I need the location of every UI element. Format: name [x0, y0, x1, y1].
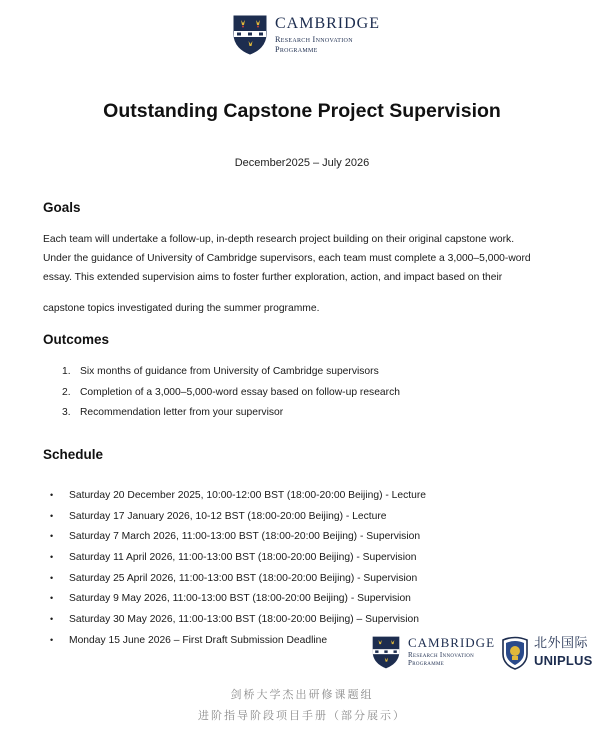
- outcome-item: [62, 383, 400, 404]
- goals-paragraph: [43, 230, 563, 318]
- caption-line2: 进阶指导阶段项目手册（部分展示）: [198, 709, 406, 722]
- cambridge-logo: [232, 14, 380, 56]
- logo-university-name: CAMBRIDGE: [408, 635, 496, 650]
- outcome-item: [62, 403, 400, 424]
- schedule-item: [50, 588, 426, 609]
- schedule-text: Saturday 20 December 2025, 10:00-12:00 BST (18:00-20:00 Beijing) - Lecture: [69, 490, 426, 501]
- schedule-text: Saturday 30 May 2026, 11:00-13:00 BST (18:00-20:00 Beijing) – Supervision: [69, 614, 419, 626]
- partner-name-en: UNIPLUS: [534, 653, 593, 668]
- outcome-number: 3.: [62, 407, 71, 418]
- schedule-item: [50, 630, 426, 651]
- outcome-number: 1.: [62, 366, 71, 377]
- outcomes-heading: Outcomes: [43, 332, 110, 347]
- schedule-item: [50, 485, 426, 506]
- schedule-text: Saturday 7 March 2026, 11:00-13:00 BST (18:00-20:00 Beijing) - Supervision: [69, 531, 421, 543]
- goals-line: Under the guidance of University of Cambridge supervisors, each team must complete a 3,000–5,000-word: [43, 253, 531, 264]
- schedule-list: [50, 485, 426, 651]
- outcome-text: Six months of guidance from University of Cambridge supervisors: [80, 366, 379, 377]
- bullet-icon: •: [50, 593, 54, 604]
- outcomes-list: [62, 362, 400, 424]
- schedule-text: Saturday 9 May 2026, 11:00-13:00 BST (18:00-20:00 Beijing) - Supervision: [69, 593, 411, 605]
- schedule-heading: Schedule: [43, 447, 104, 462]
- schedule-text: Saturday 11 April 2026, 11:00-13:00 BST (18:00-20:00 Beijing) - Supervision: [69, 552, 417, 564]
- logo-programme-line2: Programme: [408, 659, 445, 668]
- bullet-icon: •: [50, 552, 54, 563]
- schedule-text: Saturday 25 April 2026, 11:00-13:00 BST (18:00-20:00 Beijing) - Supervision: [69, 572, 418, 584]
- logo-programme-line1: Research Innovation: [275, 35, 353, 44]
- outcome-number: 2.: [62, 386, 71, 398]
- cambridge-shield-icon: [371, 635, 401, 670]
- caption-line1: 剑桥大学杰出研修课题组: [230, 688, 374, 701]
- schedule-text: Monday 15 June 2026 – First Draft Submission Deadline: [69, 634, 328, 646]
- outcome-text: Recommendation letter from your supervisor: [80, 407, 284, 418]
- bullet-icon: •: [50, 490, 54, 500]
- goals-line: capstone topics investigated during the summer programme.: [43, 303, 320, 314]
- goals-line: Each team will undertake a follow-up, in-depth research project building on their original capstone work.: [43, 234, 515, 245]
- outcome-text: Completion of a 3,000–5,000-word essay based on follow-up research: [80, 386, 400, 398]
- cambridge-logo-footer: [371, 635, 495, 670]
- logo-university-name: CAMBRIDGE: [275, 15, 381, 32]
- cambridge-shield-icon: [232, 14, 268, 56]
- page-title: Outstanding Capstone Project Supervision: [103, 100, 501, 122]
- schedule-item: [50, 609, 426, 630]
- uniplus-badge-icon: [501, 636, 529, 670]
- logo-programme-line1: Research Innovation: [408, 651, 475, 659]
- bullet-icon: •: [50, 572, 54, 583]
- programme-dates: December2025 – July 2026: [234, 157, 370, 169]
- schedule-item: [50, 526, 426, 547]
- uniplus-logo: [501, 636, 592, 670]
- logo-programme-line2: Programme: [275, 44, 318, 54]
- goals-line: essay. This extended supervision aims to foster further exploration, action, and impact based on their: [43, 272, 503, 283]
- partner-name-cn: 北外国际: [534, 636, 589, 651]
- bullet-icon: •: [50, 510, 54, 521]
- schedule-item: [50, 506, 426, 527]
- bullet-icon: •: [50, 531, 54, 542]
- goals-heading: Goals: [43, 200, 81, 215]
- schedule-item: [50, 568, 426, 589]
- schedule-text: Saturday 17 January 2026, 10-12 BST (18:00-20:00 Beijing) - Lecture: [69, 510, 387, 522]
- outcome-item: [62, 362, 400, 383]
- bullet-icon: •: [50, 634, 54, 645]
- bullet-icon: •: [50, 614, 54, 625]
- schedule-item: [50, 547, 426, 568]
